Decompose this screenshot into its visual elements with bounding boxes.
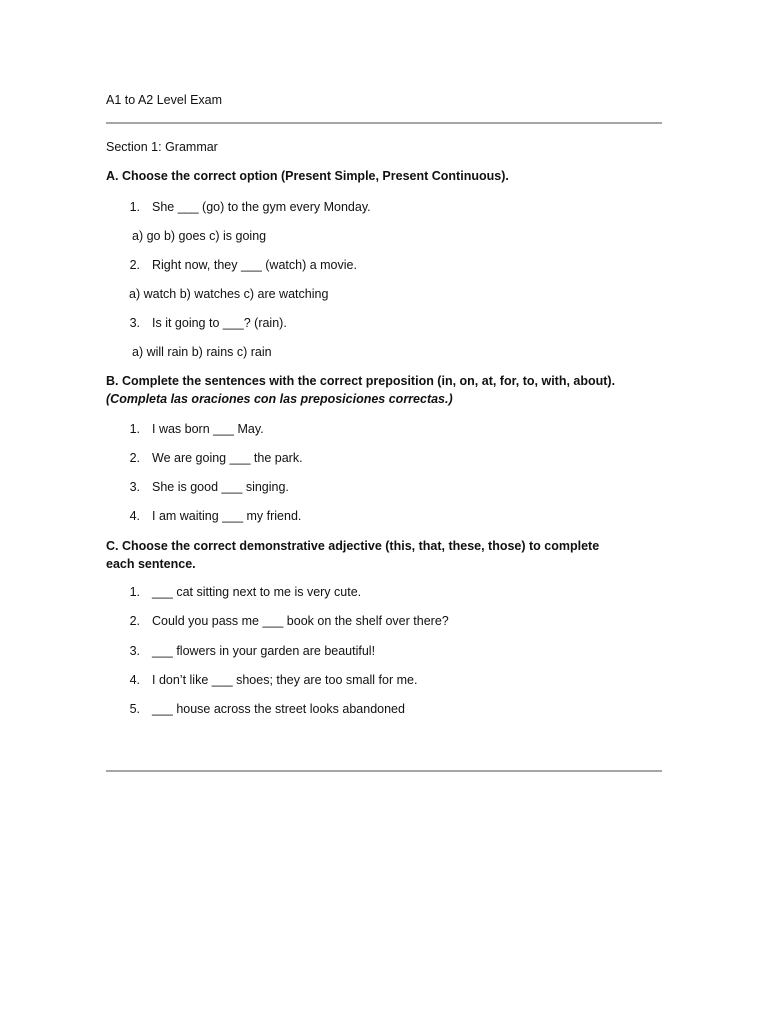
- exam-title: A1 to A2 Level Exam: [106, 93, 223, 107]
- part-b-sentence: She is good ___ singing.: [152, 480, 289, 494]
- part-a-question-text: Right now, they ___ (watch) a movie.: [152, 258, 357, 272]
- part-a-item-number: 3.: [129, 316, 140, 330]
- part-c-item-number: 1.: [129, 585, 140, 599]
- part-b-heading: B. Complete the sentences with the correct preposition (in, on, at, for, to, with, about).: [106, 374, 616, 388]
- part-a-answer-options: a) watch b) watches c) are watching: [129, 287, 329, 301]
- part-c-sentence: ___ flowers in your garden are beautiful!: [152, 644, 376, 658]
- part-c-sentence: I don’t like ___ shoes; they are too small for me.: [152, 673, 418, 687]
- part-a-question-text: Is it going to ___? (rain).: [152, 316, 287, 330]
- part-b-item-number: 1.: [129, 422, 140, 436]
- part-a-answer-options: a) go b) goes c) is going: [132, 229, 267, 243]
- part-a-heading: A. Choose the correct option (Present Simple, Present Continuous).: [106, 169, 509, 183]
- part-a-item-number: 2.: [129, 258, 140, 272]
- part-b-subheading: (Completa las oraciones con las preposiciones correctas.): [106, 392, 453, 406]
- bottom-divider: [106, 770, 662, 772]
- part-c-item-number: 3.: [129, 644, 140, 658]
- part-c-item-number: 2.: [129, 614, 140, 628]
- section-title: Section 1: Grammar: [106, 140, 218, 154]
- part-a-answer-options: a) will rain b) rains c) rain: [132, 345, 272, 359]
- part-b-sentence: I was born ___ May.: [152, 422, 264, 436]
- part-c-sentence: Could you pass me ___ book on the shelf over there?: [152, 614, 449, 628]
- part-c-item-number: 5.: [129, 702, 140, 716]
- part-c-heading: C. Choose the correct demonstrative adjective (this, that, these, those) to complete each sentence.: [106, 539, 600, 571]
- part-b-item-number: 3.: [129, 480, 140, 494]
- part-c-sentence: ___ house across the street looks abandoned: [152, 702, 405, 716]
- top-divider: [106, 122, 662, 124]
- part-a-item-number: 1.: [129, 200, 140, 214]
- part-b-sentence: I am waiting ___ my friend.: [152, 509, 302, 523]
- part-b-item-number: 4.: [129, 509, 140, 523]
- part-c-item-number: 4.: [129, 673, 140, 687]
- part-b-sentence: We are going ___ the park.: [152, 451, 303, 465]
- part-b-item-number: 2.: [129, 451, 140, 465]
- part-c-sentence: ___ cat sitting next to me is very cute.: [152, 585, 362, 599]
- part-a-question-text: She ___ (go) to the gym every Monday.: [152, 200, 371, 214]
